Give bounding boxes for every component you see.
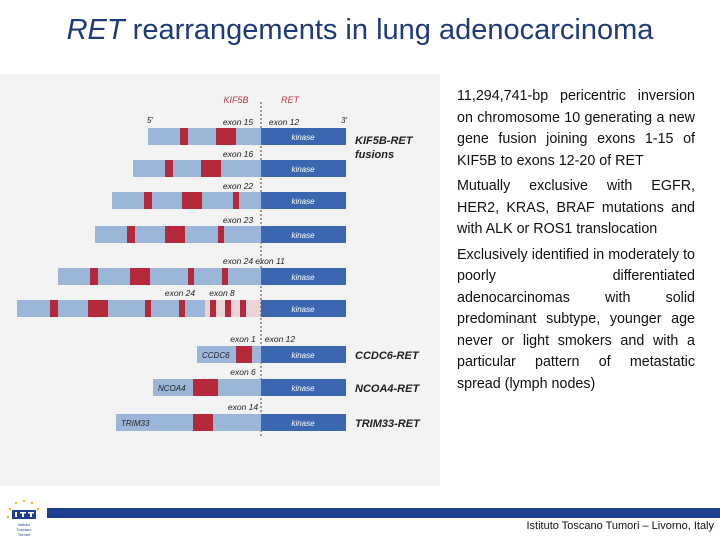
footer-bar (47, 508, 720, 518)
logo-letter-icon (22, 512, 24, 517)
ccdc6-ret-row (197, 334, 420, 363)
paragraph: Mutually exclusive with EGFR, HER2, KRAS, BRAF mutations and with ALK or ROS1 translocation (457, 178, 695, 237)
coiled-coil-block (127, 226, 135, 243)
kif5b-header: KIF5B (223, 95, 249, 105)
coiled-coil-block (130, 268, 150, 285)
three-prime-label: 3' (341, 116, 347, 125)
kif5b-row (148, 117, 346, 145)
kinase-label: kinase (291, 133, 315, 142)
exon-left-label: exon 24 (222, 256, 254, 266)
fusion-diagram-svg (0, 74, 440, 486)
exon-left-label: exon 14 (227, 402, 259, 412)
logo-text: Tumori (17, 532, 31, 537)
kinase-label: kinase (291, 231, 315, 240)
page-title (0, 14, 720, 47)
partner-label: CCDC6 (202, 351, 230, 360)
logo-text: Toscano (16, 527, 32, 532)
coiled-coil-block (218, 226, 224, 243)
coiled-coil-block (180, 128, 188, 145)
kif5b-row (95, 215, 346, 243)
logo-letter-icon (30, 512, 32, 517)
coiled-coil-block (165, 160, 173, 177)
kif5b-row (58, 256, 346, 285)
coiled-coil-block (222, 268, 228, 285)
coiled-coil-block (233, 192, 239, 209)
fusion-name: NCOA4-RET (355, 383, 420, 395)
fusions-label: fusions (355, 149, 395, 161)
coiled-coil-block (90, 268, 98, 285)
exon-right-label: exon 11 (255, 256, 285, 266)
kif5b-row (17, 288, 346, 317)
coiled-coil-block (193, 379, 218, 396)
exon-left-label: exon 16 (222, 149, 254, 159)
kinase-label: kinase (291, 273, 315, 282)
title-rest: rearrangements in lung adenocarcinoma (124, 14, 654, 46)
coiled-coil-block (236, 346, 252, 363)
exon-left-label: exon 15 (222, 117, 254, 127)
kinase-label: kinase (291, 305, 315, 314)
coiled-coil-block (144, 192, 152, 209)
partner-label: NCOA4 (158, 384, 186, 393)
kinase-label: kinase (291, 419, 315, 428)
title-gene: RET (66, 14, 125, 46)
kinase-label: kinase (291, 384, 315, 393)
kif5b-row (133, 149, 346, 177)
five-prime-label: 5' (147, 116, 153, 125)
kif5b-segment (17, 300, 205, 317)
footer-text: Istituto Toscano Tumori – Livorno, Italy (526, 520, 714, 532)
coiled-coil-block (145, 300, 151, 317)
logo-letter-icon (15, 512, 17, 517)
exon-left-label: exon 23 (222, 215, 254, 225)
coiled-coil-block (210, 300, 216, 317)
coiled-coil-block (193, 414, 213, 431)
exon-right-label: exon 8 (209, 288, 235, 298)
paragraph: 11,294,741-bp pericentric inversion on chromosome 10 generating a new gene fusion joining exons 1-15 of KIF5B to exons 12-20 of RET (457, 88, 695, 169)
coiled-coil-block (165, 226, 185, 243)
itt-logo (2, 496, 46, 540)
ncoa4-ret-row (153, 367, 420, 396)
kif5b-segment (133, 160, 261, 177)
fusion-diagram (0, 74, 440, 486)
ret-header: RET (281, 95, 299, 105)
coiled-coil-block (188, 268, 194, 285)
kif5b-ret-label: KIF5B-RET (355, 135, 413, 147)
kinase-label: kinase (291, 197, 315, 206)
kif5b-segment (148, 128, 261, 145)
coiled-coil-block (179, 300, 185, 317)
fusion-name: TRIM33-RET (355, 418, 420, 430)
coiled-coil-block (50, 300, 58, 317)
body-text (457, 86, 695, 399)
coiled-coil-block (225, 300, 231, 317)
kif5b-segment (58, 268, 261, 285)
coiled-coil-block (88, 300, 108, 317)
logo-text: Istituto (18, 522, 30, 527)
coiled-coil-block (182, 192, 202, 209)
exon-left-label: exon 22 (222, 181, 254, 191)
kinase-label: kinase (291, 165, 315, 174)
trim33-ret-row (116, 402, 421, 431)
coiled-coil-block (240, 300, 246, 317)
kinase-label: kinase (291, 351, 315, 360)
exon-right-label: exon 12 (264, 334, 296, 344)
exon-left-label: exon 6 (230, 367, 256, 377)
partner-label: TRIM33 (121, 419, 150, 428)
exon-left-label: exon 1 (230, 334, 256, 344)
paragraph: Exclusively identified in moderately to poorly differentiated adenocarcinomas with solid predominant subtype, younger age never or light smokers and with a particular pattern of metastatic spread (lymph nodes) (457, 246, 695, 392)
fusion-name: CCDC6-RET (355, 350, 419, 362)
coiled-coil-block (201, 160, 221, 177)
exon-left-label: exon 24 (164, 288, 196, 298)
exon-right-label: exon 12 (268, 117, 300, 127)
coiled-coil-block (216, 128, 236, 145)
kif5b-row (112, 181, 346, 209)
